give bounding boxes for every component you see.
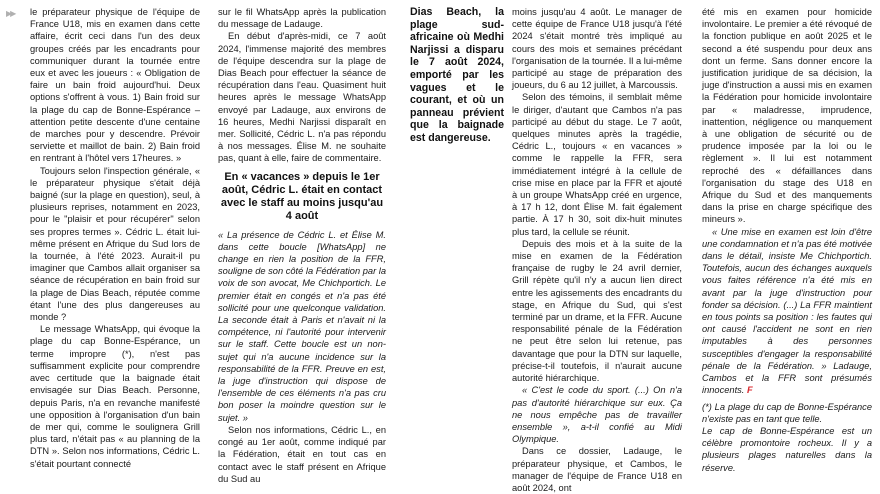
photo-caption-column: [410, 6, 504, 464]
paragraph: Selon des témoins, il semblait même le diriger, d'autant que Cambos n'a pas participé au début du stage. Le 7 août, quelques minutes après la tragédie, Cédric L., toujours « en vacances » comme le rappelle la FFR, sera immédiatement intégré à la cellule de crise mise en place par la FFR et ajouté à un groupe WhatsApp créé en urgence, à 17 h 12, dont Élise M. fait également partie. À 17 h 30, soit dix-huit minutes plus tard, la cellule se réunit.: [512, 92, 682, 237]
footnote-line: Le cap de Bonne-Espérance est un célèbre promontoire rocheux. Il y a plusieurs plages naturelles dans la réserve.: [702, 425, 872, 473]
quote-text: « Une mise en examen est loin d'être une condamnation et n'a pas été motivée dans le détail, insiste Me Chichportich. Toutefois, aucun des échanges auxquels vous faites référence n'a été mis en avant par la juge d'instruction pour fonder sa décision. (...) La FFR maintient en tous points sa position : les fautes qui ont causé l'accident ne sont en rien imputables à des personnes susceptibles d'engager la responsabilité pénale de la Fédération. » Ladauge, Cambos et la FFR sont présumés innocents.: [702, 226, 872, 396]
footnote-line: (*) La plage du cap de Bonne-Espérance n'existe pas en tant que telle.: [702, 401, 872, 424]
paragraph: En début d'après-midi, ce 7 août 2024, l'immense majorité des membres de l'équipe descendra sur la plage de Dias Beach pour effectuer la séance de récupération dans l'eau. Quasiment huit heures après le message WhatsApp envoyé par Ladauge, aux environs de 16 heures, Medhi Narjissi disparaît en mer. Sollicité, Cédric L. n'a pas répondu à nos messages. Élise M. ne souhaite pas, quant à elle, faire de commentaire.: [218, 31, 386, 164]
paragraph: Toujours selon l'inspection générale, « le préparateur physique s'était déjà baigné (sur la plage en question), seul, à plusieurs reprises, notamment en 2023, pour le "plaisir et pour récupérer" selon ses propres termes ». Cédric L. était lui-même présent en Afrique du Sud lors de la tournée, à l'été 2023. Aurait-il pu imaginer que Cambos allait organiser sa séance de récupération en bain froid sur la plage de Dias Beach, réputée comme étant l'une des plus dangereuses au monde ?: [30, 165, 200, 323]
paragraph: moins jusqu'au 4 août. Le manager de cette équipe de France U18 jusqu'à l'été 2024 s'était montré très impliqué au cours des mois et semaines précédant l'organisation de la tournée. Il a lui-même participé au stage de préparation des joueurs, du 6 au 12 juillet, à Marcoussis.: [512, 7, 682, 91]
quote-paragraph: [702, 226, 872, 397]
paragraph: sur le fil WhatsApp après la publication du message de Ladauge.: [218, 7, 386, 30]
section-subheading: En « vacances » depuis le 1er août, Cédric L. était en contact avec le staff au moins jusqu'au 4 août: [220, 170, 384, 222]
paragraph: Depuis des mois et à la suite de la mise en examen de la Fédération française de rugby le 24 avril dernier, Grill répète qu'il n'y a aucun lien direct entre les agissements des encadrants du stage, en Afrique du Sud, qui s'est terminé par un drame, et la FFR. Aucune responsabilité pénale de la Fédération ne peut être selon lui retenue, pas davantage que pour la DTN sur laquelle, précise-t-il toutefois, il n'aurait aucune autorité hiérarchique.: [512, 238, 682, 384]
paragraph: été mis en examen pour homicide involontaire. Le premier a été révoqué de la fonction publique en août 2025 et le second a été suspendu pour deux ans dont un ferme. Sans donner encore la justification juridique de sa décision, la juge d'instruction a aussi mis en examen la Fédération pour homicide involontaire par « maladresse, imprudence, inattention, négligence ou manquement à une obligation de sécurité ou de prudence imposée par la loi ou le règlement ». Il lui est notamment reproché des « défaillances dans l'organisation du stage des U18 en Afrique du Sud et des manquements dans la prise en charge spécifique des mineurs ».: [702, 7, 872, 225]
footnote: [702, 401, 872, 474]
article-column-5: [702, 6, 872, 473]
paragraph: Le message WhatsApp, qui évoque la plage du cap Bonne-Espérance, un terme impropre (*), n'est pas suffisamment explicite pour comprendre avec certitude que la baignade était envisagée sur Dias Beach. Personne, depuis Paris, n'a en revanche manifesté une opposition à l'organisation d'un bain de mer qui, comme le soulignera Grill plus tard, n'était pas « au planning de la DTN ». Selon nos informations, Cédric L. s'était pourtant connecté: [30, 324, 200, 469]
article-column-2: [218, 6, 386, 484]
end-of-article-mark: F: [746, 385, 753, 396]
photo-caption: Dias Beach, la plage sud-africaine où Medhi Narjissi a disparu le 7 août 2024, emporté par les vagues et le courant, et où un panneau prévient que la baignade est dangereuse.: [410, 6, 504, 144]
article-column-4: [512, 6, 682, 493]
paragraph: Dans ce dossier, Ladauge, le préparateur physique, et Cambos, le manager de l'équipe de France U18 en août 2024, ont: [512, 446, 682, 493]
continuation-marker-icon: ▶▶: [6, 9, 15, 18]
article-column-1: [30, 6, 200, 469]
quote-paragraph: « C'est le code du sport. (...) On n'a pas d'autorité hiérarchique sur eux. Ça ne nous empêche pas de travailler ensemble », a-t-il confié au Midi Olympique.: [512, 385, 682, 445]
paragraph: le préparateur physique de l'équipe de France U18, mis en examen dans cette affaire, écrit ceci dans l'un des deux groupes créés par les encadrants pour communiquer durant la tournée entre eux et avec les joueurs : « Obligation de faire un bain froid aujourd'hui. Deux options s'offrent à vous. 1) Bain froid sur la plage du cap de Bonne-Espérance – attention petite descente d'une centaine de marches pour y descendre. Prévoir serviette et maillot de bain. 2) Bain froid en rentrant à l'hôtel vers 17heures. »: [30, 7, 200, 164]
quote-paragraph: « La présence de Cédric L. et Élise M. dans cette boucle [WhatsApp] ne change en rien la position de la FFR, souligne de son côté la Fédération par la voix de son avocat, Me Chichportich. Le premier était en congés et n'a pas été sollicité pour une quelconque validation. La seconde était à Paris et n'avait ni la compétence, ni l'autorité pour intervenir sur le staff. Cette boucle est un non-sujet qui n'a aucune incidence sur la responsabilité de la FFR. Preuve en est, la juge d'instruction qui dispose de l'ensemble de ces éléments n'a pas cru bon poser la moindre question sur le sujet. »: [218, 229, 386, 423]
paragraph: Selon nos informations, Cédric L., en congé au 1er août, comme indiqué par la Fédération, était en tout cas en contact avec le staff présent en Afrique du Sud au: [218, 424, 386, 484]
